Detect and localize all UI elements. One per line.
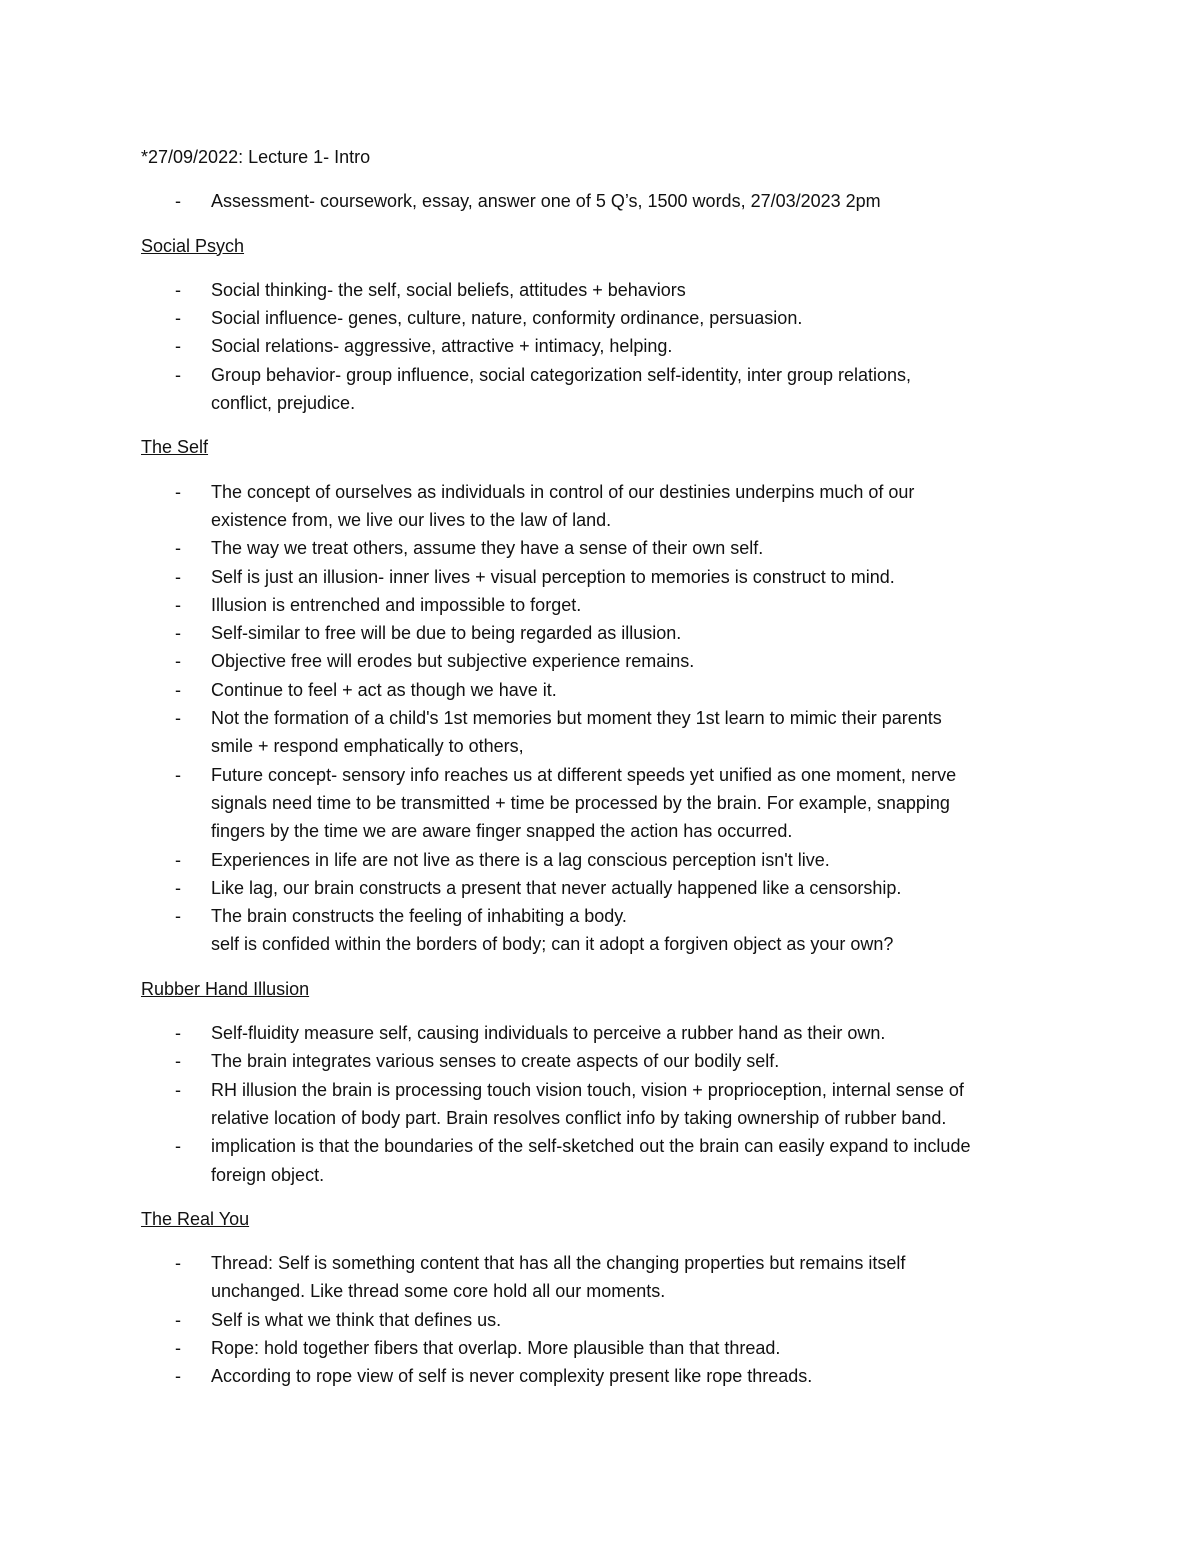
bullet-dash: - xyxy=(175,906,181,927)
list-item xyxy=(141,1249,1081,1306)
list-item-text: Future concept- sensory info reaches us at different speeds yet unified as one moment, nerve xyxy=(211,764,957,785)
list-item xyxy=(141,187,1081,215)
bullet-dash: - xyxy=(175,849,181,870)
list-item xyxy=(141,874,1081,902)
list-item-text: Social relations- aggressive, attractive + intimacy, helping. xyxy=(211,336,673,357)
list-item xyxy=(141,361,1081,418)
bullet-dash: - xyxy=(175,708,181,729)
bullet-dash: - xyxy=(175,623,181,644)
section-heading: The Real You xyxy=(141,1208,250,1229)
bullet-dash: - xyxy=(175,1079,181,1100)
list-item-text: implication is that the boundaries of the self-sketched out the brain can easily expand to include xyxy=(211,1136,971,1157)
list-item-text: According to rope view of self is never complexity present like rope threads. xyxy=(211,1366,813,1387)
list-item-text: smile + respond emphatically to others, xyxy=(211,736,524,757)
section-heading: The Self xyxy=(141,437,209,458)
list-item-text: RH illusion the brain is processing touch vision touch, vision + proprioception, internal sense of xyxy=(211,1079,964,1100)
bullet-dash: - xyxy=(175,1309,181,1330)
bullet-dash: - xyxy=(175,1051,181,1072)
list-item-text: Social thinking- the self, social beliefs, attitudes + behaviors xyxy=(211,279,686,300)
list-item xyxy=(141,1334,1081,1362)
bullet-dash: - xyxy=(175,481,181,502)
list-item xyxy=(141,304,1081,332)
list-item-text: The brain integrates various senses to create aspects of our bodily self. xyxy=(211,1051,780,1072)
list-item-text: Self is just an illusion- inner lives + visual perception to memories is construct to mind. xyxy=(211,566,895,587)
section-list xyxy=(141,276,1081,417)
list-item-text: The brain constructs the feeling of inhabiting a body. xyxy=(211,906,627,927)
list-item xyxy=(141,563,1081,591)
bullet-dash: - xyxy=(175,538,181,559)
list-item-text: existence from, we live our lives to the law of land. xyxy=(211,509,612,530)
list-item-text: conflict, prejudice. xyxy=(211,393,356,414)
sections-container xyxy=(141,232,1081,1391)
list-item-text: Group behavior- group influence, social categorization self-identity, inter group relations, xyxy=(211,364,912,385)
list-item-text: Objective free will erodes but subjective experience remains. xyxy=(211,651,695,672)
list-item xyxy=(141,534,1081,562)
list-item xyxy=(141,619,1081,647)
list-item xyxy=(141,591,1081,619)
list-item-text: foreign object. xyxy=(211,1164,325,1185)
list-item-text: fingers by the time we are aware finger snapped the action has occurred. xyxy=(211,821,793,842)
section-list xyxy=(141,1249,1081,1390)
bullet-dash: - xyxy=(175,679,181,700)
list-item-text: The concept of ourselves as individuals in control of our destinies underpins much of our xyxy=(211,481,915,502)
bullet-dash: - xyxy=(175,594,181,615)
bullet-dash: - xyxy=(175,336,181,357)
list-item-text: Rope: hold together fibers that overlap. More plausible than that thread. xyxy=(211,1337,781,1358)
bullet-dash: - xyxy=(175,1337,181,1358)
bullet-dash: - xyxy=(175,308,181,329)
list-item xyxy=(141,332,1081,360)
list-item xyxy=(141,1019,1081,1047)
list-item-text: Experiences in life are not live as there is a lag conscious perception isn't live. xyxy=(211,849,830,870)
lecture-title: *27/09/2022: Lecture 1- Intro xyxy=(141,147,371,167)
bullet-dash: - xyxy=(175,764,181,785)
list-item xyxy=(141,647,1081,675)
list-item-text: Social influence- genes, culture, nature, conformity ordinance, persuasion. xyxy=(211,308,803,329)
bullet-dash: - xyxy=(175,1253,181,1274)
list-item-text: Self-fluidity measure self, causing individuals to perceive a rubber hand as their own. xyxy=(211,1023,886,1044)
section-heading: Rubber Hand Illusion xyxy=(141,978,310,999)
bullet-dash: - xyxy=(175,279,181,300)
list-item xyxy=(141,1047,1081,1075)
bullet-dash: - xyxy=(175,651,181,672)
list-item-text: Not the formation of a child's 1st memories but moment they 1st learn to mimic their parents xyxy=(211,708,942,729)
list-item xyxy=(141,276,1081,304)
bullet-dash: - xyxy=(175,1136,181,1157)
section-heading: Social Psych xyxy=(141,235,245,256)
bullet-dash: - xyxy=(175,191,181,212)
list-item-text: self is confided within the borders of body; can it adopt a forgiven object as your own? xyxy=(211,934,894,955)
section-list xyxy=(141,478,1081,959)
bullet-dash: - xyxy=(175,1366,181,1387)
list-item-text: Self-similar to free will be due to being regarded as illusion. xyxy=(211,623,682,644)
list-item xyxy=(141,1132,1081,1189)
list-item-text: The way we treat others, assume they have a sense of their own self. xyxy=(211,538,764,559)
list-item xyxy=(141,1076,1081,1133)
bullet-dash: - xyxy=(175,1023,181,1044)
list-item-text: Assessment- coursework, essay, answer one of 5 Q’s, 1500 words, 27/03/2023 2pm xyxy=(211,191,881,212)
list-item-text: Thread: Self is something content that has all the changing properties but remains itself xyxy=(211,1253,906,1274)
bullet-dash: - xyxy=(175,877,181,898)
list-item-text: relative location of body part. Brain resolves conflict info by taking ownership of rubber band. xyxy=(211,1107,947,1128)
list-item xyxy=(141,1306,1081,1334)
list-item xyxy=(141,846,1081,874)
bullet-dash: - xyxy=(175,364,181,385)
list-item xyxy=(141,478,1081,535)
list-item xyxy=(141,1362,1081,1390)
list-item xyxy=(141,761,1081,846)
list-item-text: signals need time to be transmitted + time be processed by the brain. For example, snapping xyxy=(211,792,950,813)
list-item-text: Continue to feel + act as though we have it. xyxy=(211,679,557,700)
list-item-text: unchanged. Like thread some core hold all our moments. xyxy=(211,1281,666,1302)
section-list xyxy=(141,1019,1081,1189)
bullet-dash: - xyxy=(175,566,181,587)
list-item-text: Illusion is entrenched and impossible to forget. xyxy=(211,594,582,615)
list-item-text: Like lag, our brain constructs a present that never actually happened like a censorship. xyxy=(211,877,902,898)
list-item-text: Self is what we think that defines us. xyxy=(211,1309,502,1330)
list-item xyxy=(141,902,1081,959)
list-item xyxy=(141,704,1081,761)
intro-list xyxy=(141,187,1081,215)
document-page xyxy=(141,143,1081,1407)
list-item xyxy=(141,676,1081,704)
